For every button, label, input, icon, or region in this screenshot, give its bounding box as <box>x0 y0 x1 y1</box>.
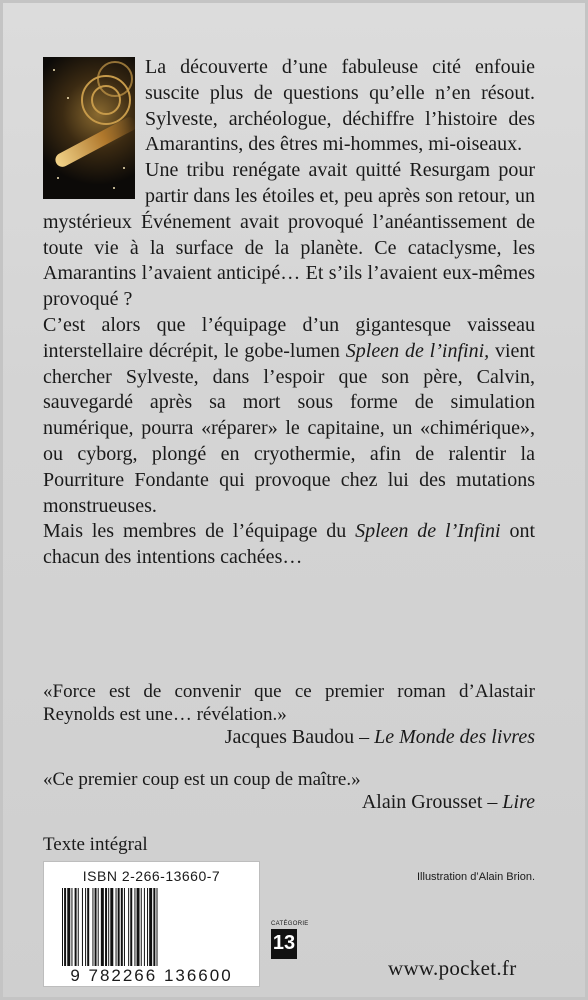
isbn-number: ISBN 2-266-13660-7 <box>82 868 221 884</box>
barcode-icon <box>62 888 242 966</box>
barcode-label <box>43 861 260 987</box>
synopsis-paragraph-3: C’est alors que l’équipage d’un gigantesque vaisseau interstellaire décrépit, le gobe-lumen Spleen de l’infini, vient chercher Sylveste, dans l’espoir que son père, Calvin, sauvegardé après sa mort sous forme de simulation numérique, pourra «réparer» le capitaine, un «chimérique», ou cyborg, plongé en cryothermie, afin de ralentir la Pourriture Fondante qui provoque chez lui des mutations monstrueuses. <box>43 313 535 517</box>
edition-note: Texte intégral <box>43 834 148 855</box>
review-quote-1 <box>43 680 535 749</box>
publisher-website[interactable]: www.pocket.fr <box>388 956 517 980</box>
ship-name: Spleen de l’Infini <box>355 520 501 543</box>
category-number: 13 <box>271 929 297 959</box>
synopsis-paragraph-1: La découverte d’une fabuleuse cité enfouie suscite plus de questions qu’elle n’en résout. Sylveste, archéologue, déchiffre l’histoire des Amarantins, des êtres mi-hommes, mi-oiseaux. <box>145 56 535 156</box>
ean-number: 9 782266 136600 <box>70 966 233 985</box>
synopsis-paragraph-4: Mais les membres de l’équipage du Spleen de l’Infini ont chacun des intentions cachées… <box>43 520 536 569</box>
review-quote-2 <box>43 768 535 814</box>
quote-source: Jacques Baudou – Le Monde des livres <box>224 726 535 748</box>
category-label: CATÉGORIE <box>271 921 309 927</box>
synopsis <box>43 55 535 571</box>
synopsis-paragraph-2: Une tribu renégate avait quitté Resurgam pour partir dans les étoiles et, peu après son retour, un mystérieux Événement avait provoqué l’anéantissement de toute vie à la surface de la planète. Ce cataclysme, les Amarantins l’avaient anticipé… Et s’ils l’avaient eux-mêmes provoqué ? <box>43 159 535 311</box>
quote-text: «Force est de convenir que ce premier roman d’Alastair Reynolds est une… révélation.» <box>43 681 535 725</box>
quote-text: «Ce premier coup est un coup de maître.» <box>43 769 361 790</box>
quote-source: Alain Grousset – Lire <box>361 791 535 813</box>
cover-illustration-thumbnail <box>43 57 135 199</box>
illustration-credit: Illustration d’Alain Brion. <box>417 871 536 883</box>
ship-name: Spleen de l’infini, <box>345 339 490 362</box>
category-badge <box>271 921 309 959</box>
